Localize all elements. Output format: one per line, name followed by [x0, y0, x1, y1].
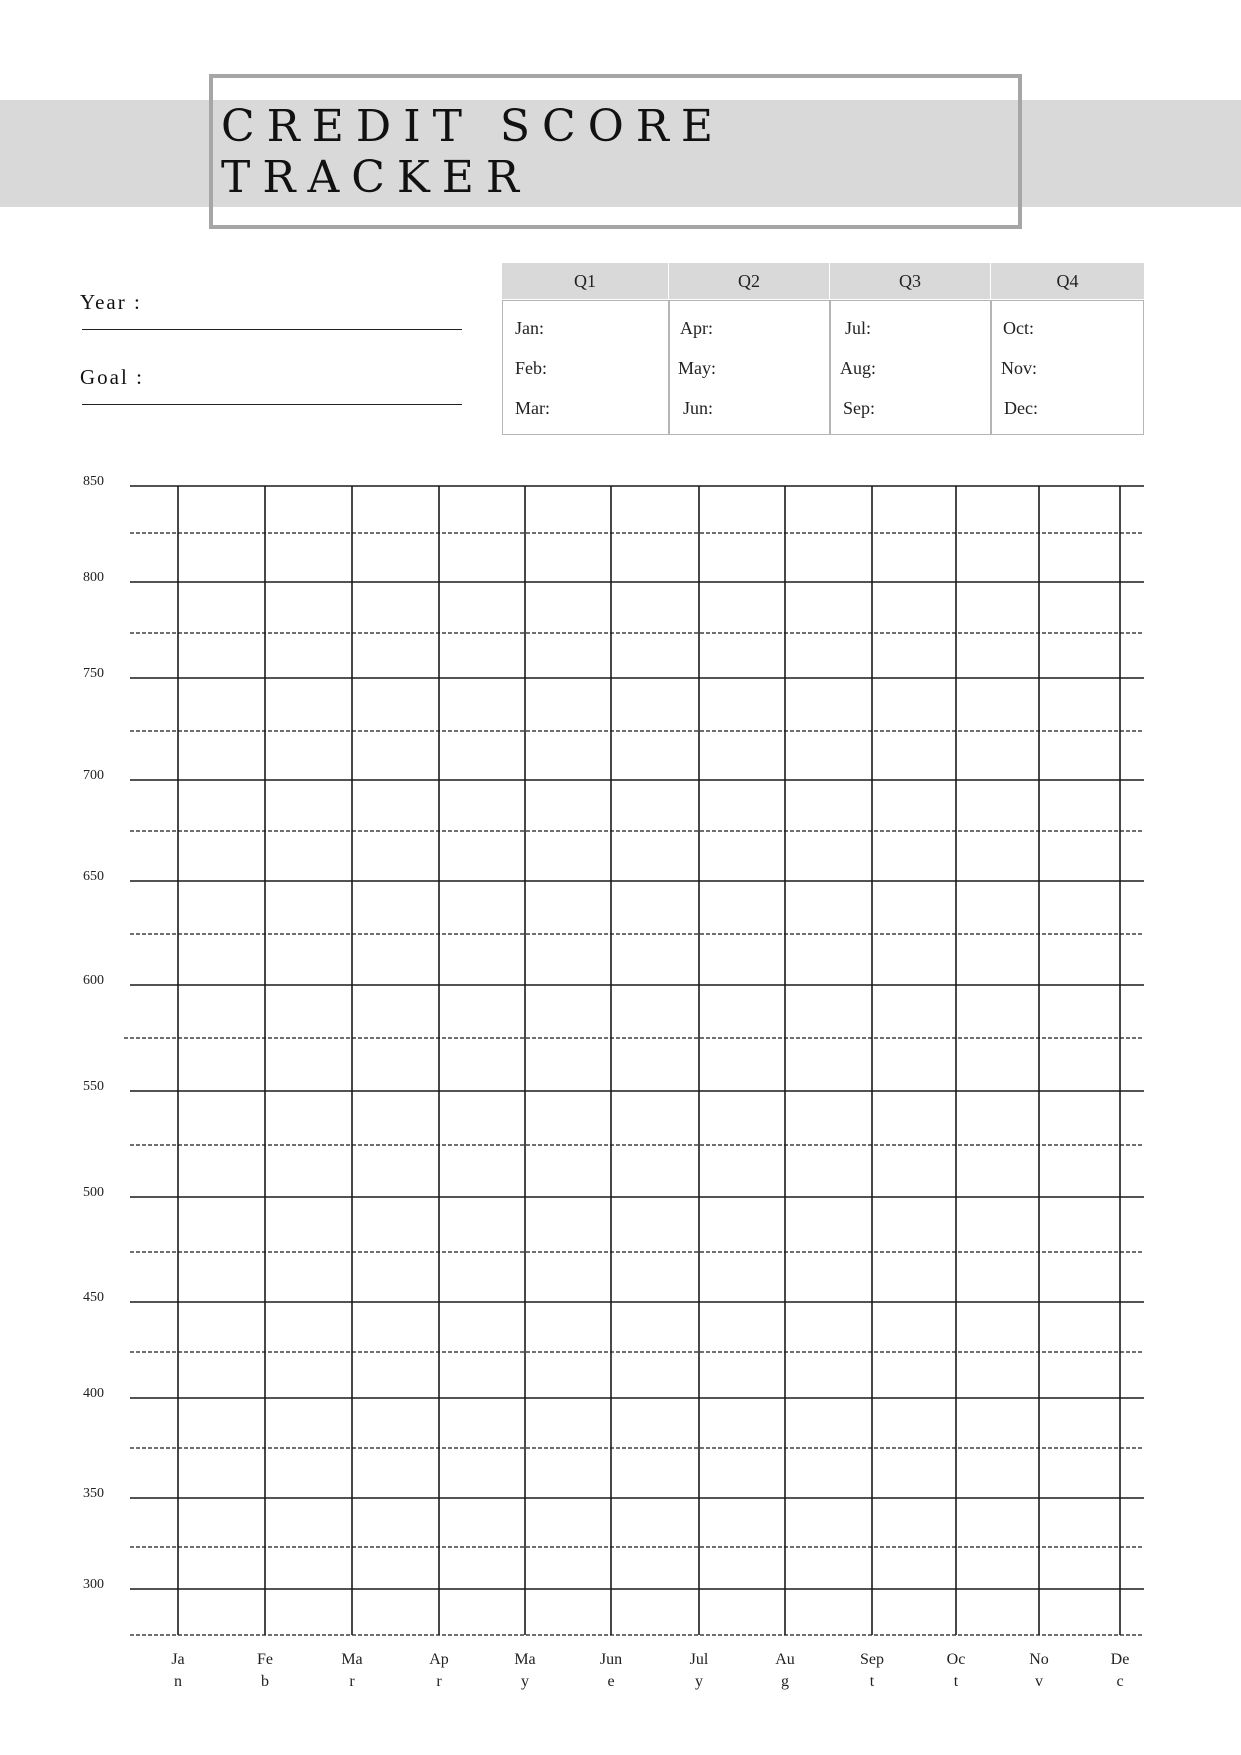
x-tick-label: Ma [341, 1651, 363, 1668]
x-tick-label: De [1110, 1651, 1130, 1668]
x-tick-label: e [607, 1673, 615, 1690]
y-tick-label: 600 [83, 973, 104, 988]
x-tick-label: Oc [946, 1651, 966, 1668]
y-tick-label: 650 [83, 869, 104, 884]
x-tick-label: t [869, 1673, 875, 1690]
x-tick-label: Au [775, 1651, 795, 1668]
x-tick-label: b [261, 1673, 269, 1690]
month-label: Jun: [683, 398, 714, 418]
y-tick-label: 850 [83, 474, 104, 489]
x-tick-label: Jul [689, 1651, 709, 1668]
quarter-header-q1: Q1 [502, 263, 668, 299]
x-tick-label: Jun [599, 1651, 623, 1668]
y-tick-label: 550 [83, 1079, 104, 1094]
x-tick-label: Ma [514, 1651, 536, 1668]
month-label: Nov: [1001, 358, 1037, 378]
quarter-header-q4: Q4 [991, 263, 1144, 299]
month-label: Apr: [680, 318, 713, 338]
y-tick-label: 800 [83, 570, 104, 585]
year-label: Year : [80, 290, 142, 314]
month-label: Mar: [515, 398, 550, 418]
month-label: Sep: [843, 398, 876, 418]
x-tick-label: Fe [257, 1651, 273, 1668]
month-label: Jul: [845, 318, 872, 338]
x-tick-label: n [174, 1673, 182, 1690]
month-label: May: [678, 358, 716, 378]
y-tick-label: 500 [83, 1185, 104, 1200]
x-tick-label: r [349, 1673, 355, 1690]
month-label: Oct: [1003, 318, 1034, 338]
y-tick-label: 400 [83, 1386, 104, 1401]
y-tick-label: 700 [83, 768, 104, 783]
x-tick-label: c [1116, 1673, 1124, 1690]
goal-label: Goal : [80, 365, 144, 389]
x-tick-label: g [781, 1673, 789, 1690]
page-title: CREDIT SCORE TRACKER [221, 100, 726, 203]
x-tick-label: Ap [429, 1651, 449, 1668]
x-tick-label: No [1029, 1651, 1049, 1668]
x-tick-label: y [521, 1673, 529, 1690]
month-label: Aug: [840, 358, 876, 378]
y-tick-label: 350 [83, 1486, 104, 1501]
x-tick-label: Sep [860, 1651, 884, 1668]
month-label: Feb: [515, 358, 548, 378]
quarter-header-q2: Q2 [669, 263, 829, 299]
x-tick-label: t [953, 1673, 959, 1690]
x-tick-label: Ja [171, 1651, 185, 1668]
month-label: Dec: [1004, 398, 1038, 418]
y-tick-label: 750 [83, 666, 104, 681]
month-label: Jan: [515, 318, 544, 338]
y-tick-label: 300 [83, 1577, 104, 1592]
x-tick-label: v [1035, 1673, 1043, 1690]
x-tick-label: y [695, 1673, 703, 1690]
x-tick-label: r [436, 1673, 442, 1690]
y-tick-label: 450 [83, 1290, 104, 1305]
quarter-header-q3: Q3 [830, 263, 990, 299]
